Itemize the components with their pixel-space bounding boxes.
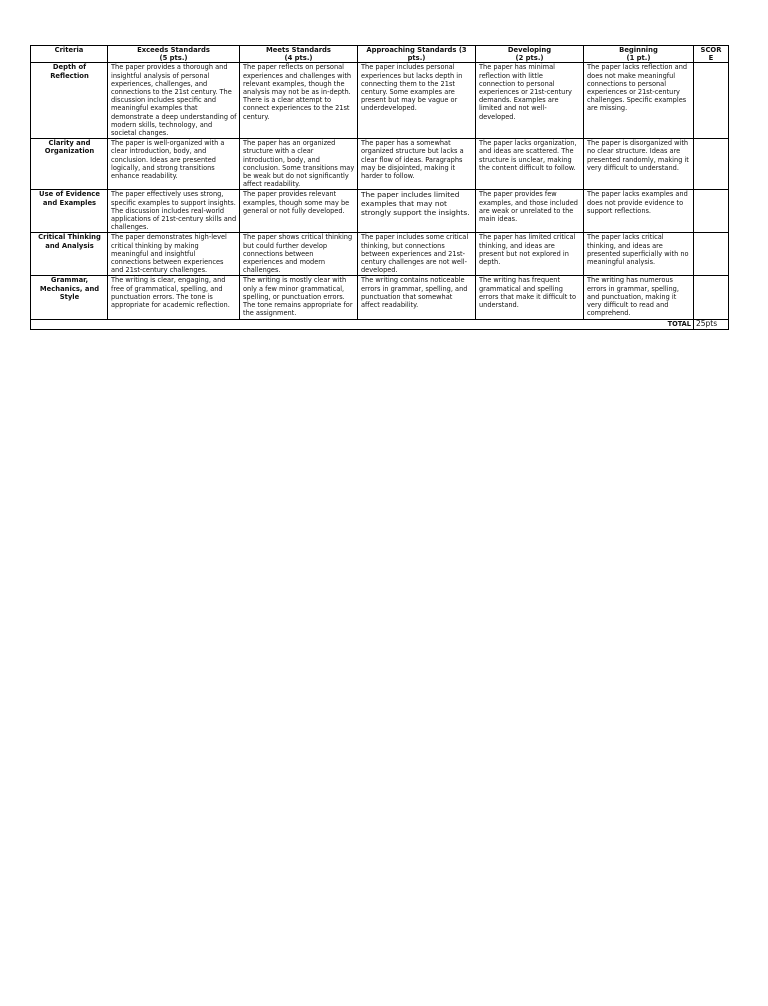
table-row bbox=[31, 139, 729, 190]
cell-meets: The writing is mostly clear with only a few minor grammatical, spelling, or punctuation errors. The tone remains appropriate for the assignment. bbox=[240, 276, 358, 319]
total-label: TOTAL bbox=[31, 319, 694, 329]
cell-meets: The paper reflects on personal experiences and challenges with relevant examples, though the analysis may not be as in-depth. There is a clear attempt to connect experiences to the 21st century. bbox=[240, 63, 358, 139]
cell-developing: The writing has frequent grammatical and spelling errors that make it difficult to understand. bbox=[476, 276, 584, 319]
table-row bbox=[31, 276, 729, 319]
cell-developing: The paper provides few examples, and those included are weak or unrelated to the main ideas. bbox=[476, 190, 584, 233]
cell-beginning: The paper is disorganized with no clear structure. Ideas are presented randomly, making it very difficult to understand. bbox=[584, 139, 694, 190]
score-cell[interactable] bbox=[694, 139, 729, 190]
cell-beginning: The paper lacks reflection and does not make meaningful connections to personal experiences or 21st-century challenges. Specific examples are missing. bbox=[584, 63, 694, 139]
table-row bbox=[31, 233, 729, 276]
header-beginning: Beginning (1 pt.) bbox=[584, 46, 694, 63]
cell-meets: The paper shows critical thinking but could further develop connections between experiences and modern challenges. bbox=[240, 233, 358, 276]
score-cell[interactable] bbox=[694, 276, 729, 319]
cell-approaching: The paper includes limited examples that may not strongly support the insights. bbox=[358, 190, 476, 233]
table-row bbox=[31, 190, 729, 233]
cell-exceeds: The writing is clear, engaging, and free of grammatical, spelling, and punctuation errors. The tone is appropriate for academic reflection. bbox=[108, 276, 240, 319]
header-criteria: Criteria bbox=[31, 46, 108, 63]
criterion-grammar-mechanics-style: Grammar, Mechanics, and Style bbox=[31, 276, 108, 319]
header-meets: Meets Standards (4 pts.) bbox=[240, 46, 358, 63]
cell-beginning: The paper lacks critical thinking, and ideas are presented superficially with no meaningful analysis. bbox=[584, 233, 694, 276]
criterion-clarity-and-organization: Clarity and Organization bbox=[31, 139, 108, 190]
header-score: SCOR E bbox=[694, 46, 729, 63]
score-cell[interactable] bbox=[694, 233, 729, 276]
table-row bbox=[31, 63, 729, 139]
cell-exceeds: The paper demonstrates high-level critical thinking by making meaningful and insightful connections between experiences and 21st-century challenges. bbox=[108, 233, 240, 276]
total-points: 25pts bbox=[694, 319, 729, 329]
cell-exceeds: The paper provides a thorough and insightful analysis of personal experiences, challenges, and connections to the 21st century. The discussion includes specific and meaningful examples that demonstrate a deep understanding of modern skills, technology, and societal changes. bbox=[108, 63, 240, 139]
header-approaching: Approaching Standards (3 pts.) bbox=[358, 46, 476, 63]
cell-approaching: The paper includes some critical thinking, but connections between experiences and 21st-century challenges are not well-developed. bbox=[358, 233, 476, 276]
cell-exceeds: The paper effectively uses strong, specific examples to support insights. The discussion includes real-world applications of 21st-century skills and challenges. bbox=[108, 190, 240, 233]
header-row bbox=[31, 46, 729, 63]
cell-approaching: The writing contains noticeable errors in grammar, spelling, and punctuation that somewhat affect readability. bbox=[358, 276, 476, 319]
cell-developing: The paper has minimal reflection with little connection to personal experiences or 21st-century demands. Examples are limited and not well-developed. bbox=[476, 63, 584, 139]
score-cell[interactable] bbox=[694, 190, 729, 233]
cell-developing: The paper lacks organization, and ideas are scattered. The structure is unclear, making the content difficult to follow. bbox=[476, 139, 584, 190]
header-exceeds: Exceeds Standards (5 pts.) bbox=[108, 46, 240, 63]
rubric-table bbox=[30, 45, 729, 330]
cell-beginning: The writing has numerous errors in grammar, spelling, and punctuation, making it very difficult to read and comprehend. bbox=[584, 276, 694, 319]
criterion-use-of-evidence: Use of Evidence and Examples bbox=[31, 190, 108, 233]
cell-approaching: The paper has a somewhat organized structure but lacks a clear flow of ideas. Paragraphs may be disjointed, making it harder to follow. bbox=[358, 139, 476, 190]
header-developing: Developing (2 pts.) bbox=[476, 46, 584, 63]
cell-beginning: The paper lacks examples and does not provide evidence to support reflections. bbox=[584, 190, 694, 233]
criterion-depth-of-reflection: Depth of Reflection bbox=[31, 63, 108, 139]
cell-approaching: The paper includes personal experiences but lacks depth in connecting them to the 21st century. Some examples are present but may be vague or underdeveloped. bbox=[358, 63, 476, 139]
cell-exceeds: The paper is well-organized with a clear introduction, body, and conclusion. Ideas are presented logically, and strong transitions enhance readability. bbox=[108, 139, 240, 190]
total-row bbox=[31, 319, 729, 329]
score-cell[interactable] bbox=[694, 63, 729, 139]
cell-developing: The paper has limited critical thinking, and ideas are present but not explored in depth. bbox=[476, 233, 584, 276]
cell-meets: The paper provides relevant examples, though some may be general or not fully developed. bbox=[240, 190, 358, 233]
criterion-critical-thinking: Critical Thinking and Analysis bbox=[31, 233, 108, 276]
cell-meets: The paper has an organized structure with a clear introduction, body, and conclusion. Some transitions may be weak but do not significantly affect readability. bbox=[240, 139, 358, 190]
